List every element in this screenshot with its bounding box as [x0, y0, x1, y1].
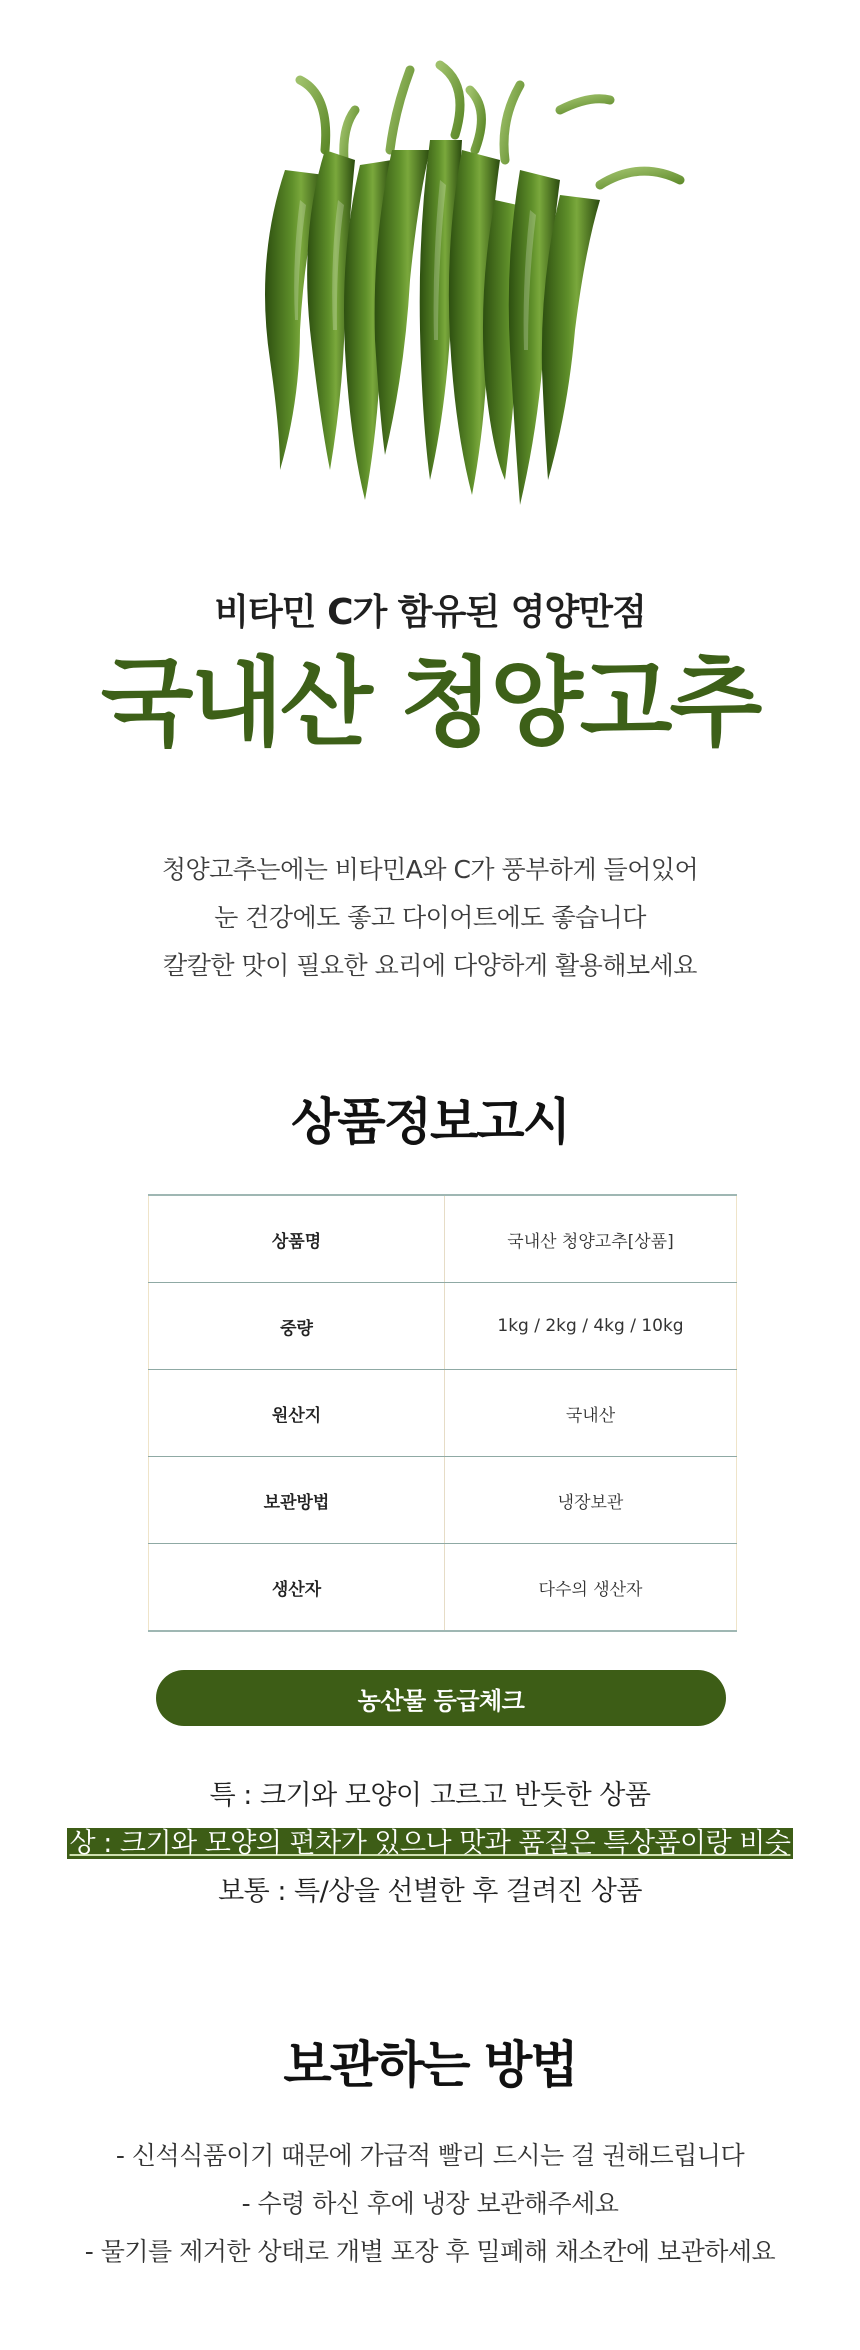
storage-line: - 신석식품이기 때문에 가급적 빨리 드시는 걸 권해드립니다	[115, 2141, 745, 2170]
headline-subtitle: 비타민 C가 함유된 영양만점	[214, 592, 646, 633]
product-description	[0, 846, 860, 990]
info-label: 상품명	[149, 1195, 445, 1283]
storage-title: 보관하는 방법	[283, 2036, 577, 2094]
info-value: 국내산 청양고추[상품]	[445, 1195, 737, 1283]
storage-line: - 수령 하신 후에 냉장 보관해주세요	[241, 2189, 619, 2218]
description-line: 눈 건강에도 좋고 다이어트에도 좋습니다	[214, 903, 646, 932]
storage-instructions	[0, 2132, 860, 2276]
chili-pepper-image	[0, 0, 860, 540]
info-value: 다수의 생산자	[445, 1544, 737, 1632]
grade-highlight: 상 : 크기와 모양의 편차가 있으나 맛과 품질은 특상품이랑 비슷	[67, 1828, 794, 1859]
table-row	[149, 1195, 737, 1283]
table-row	[149, 1544, 737, 1632]
info-value: 1kg / 2kg / 4kg / 10kg	[445, 1283, 737, 1370]
grade-list	[0, 1772, 860, 1916]
table-row	[149, 1457, 737, 1544]
grade-line-high	[0, 1820, 860, 1868]
table-row	[149, 1283, 737, 1370]
description-line: 칼칼한 맛이 필요한 요리에 다양하게 활용해보세요	[163, 951, 697, 980]
info-value: 국내산	[445, 1370, 737, 1457]
grade-check-badge: 농산물 등급체크	[156, 1670, 726, 1726]
info-label: 보관방법	[149, 1457, 445, 1544]
description-line: 청양고추는에는 비타민A와 C가 풍부하게 들어있어	[161, 855, 699, 884]
info-label: 생산자	[149, 1544, 445, 1632]
storage-line: - 물기를 제거한 상태로 개별 포장 후 밀폐해 채소칸에 보관하세요	[84, 2237, 776, 2266]
table-row	[149, 1370, 737, 1457]
product-info-table	[148, 1194, 737, 1632]
headline-title: 국내산 청양고추	[100, 647, 760, 759]
info-label: 중량	[149, 1283, 445, 1370]
grade-line-special: 특 : 크기와 모양이 고르고 반듯한 상품	[209, 1780, 651, 1811]
info-value: 냉장보관	[445, 1457, 737, 1544]
grade-line-normal: 보통 : 특/상을 선별한 후 걸려진 상품	[218, 1876, 642, 1907]
info-label: 원산지	[149, 1370, 445, 1457]
product-info-title: 상품정보고시	[291, 1093, 569, 1151]
